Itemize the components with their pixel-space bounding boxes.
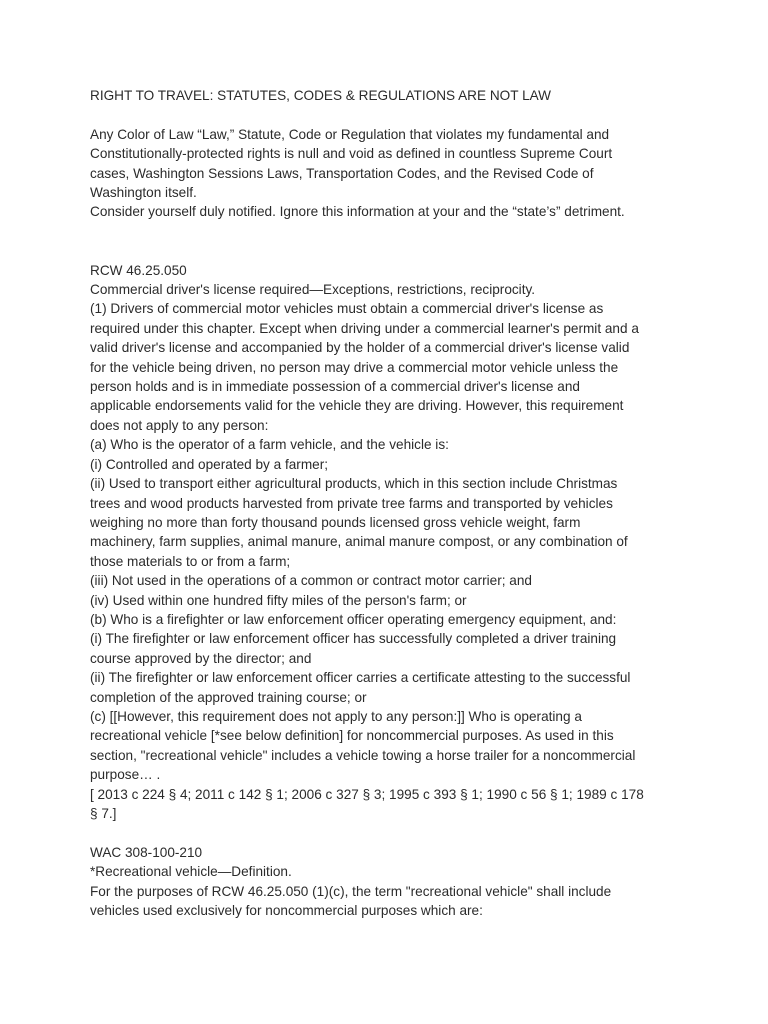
wac-code: WAC 308-100-210 [90,844,203,860]
rcw-line: course approved by the director; and [90,650,312,666]
rcw-line: valid driver's license and accompanied by the holder of a commercial driver's license valid [90,340,630,356]
rcw-code: RCW 46.25.050 [90,262,187,278]
rcw-line: (1) Drivers of commercial motor vehicles must obtain a commercial driver's license as [90,301,604,317]
spacer [90,222,690,261]
rcw-line: required under this chapter. Except when driving under a commercial learner's permit and a [90,320,639,336]
document-title: RIGHT TO TRAVEL: STATUTES, CODES & REGULATIONS ARE NOT LAW [90,88,552,103]
intro-line: Constitutionally-protected rights is null and void as defined in countless Supreme Court [90,146,613,162]
rcw-line: (i) The firefighter or law enforcement officer has successfully completed a driver training [90,631,617,647]
rcw-line: section, "recreational vehicle" includes a vehicle towing a horse trailer for a noncommercial [90,747,636,763]
spacer [90,105,690,124]
intro-line: Consider yourself duly notified. Ignore this information at your and the “state’s” detriment. [90,204,625,220]
rcw-line: (b) Who is a firefighter or law enforcement officer operating emergency equipment, and: [90,611,617,627]
rcw-citation-line: [ 2013 c 224 § 4; 2011 c 142 § 1; 2006 c 327 § 3; 1995 c 393 § 1; 1990 c 56 § 1; 1989 c 178 [90,786,644,802]
wac-heading: *Recreational vehicle—Definition. [90,864,292,880]
rcw-line: does not apply to any person: [90,417,269,433]
rcw-line: (iii) Not used in the operations of a common or contract motor carrier; and [90,573,532,589]
rcw-line: (ii) The firefighter or law enforcement officer carries a certificate attesting to the successful [90,670,631,686]
intro-line: Any Color of Law “Law,” Statute, Code or Regulation that violates my fundamental and [90,126,610,142]
rcw-line: completion of the approved training course; or [90,689,367,705]
wac-section [90,843,690,921]
rcw-line: recreational vehicle [*see below definition] for noncommercial purposes. As used in this [90,728,614,744]
spacer [90,823,690,842]
rcw-line: (iv) Used within one hundred fifty miles of the person's farm; or [90,592,467,608]
rcw-line: purpose… . [90,767,161,783]
rcw-citation-line: § 7.] [90,806,117,821]
rcw-section [90,261,690,824]
rcw-line: applicable endorsements valid for the vehicle they are driving. However, this requirement [90,398,624,414]
rcw-line: for the vehicle being driven, no person may drive a commercial motor vehicle unless the [90,359,619,375]
rcw-line: (c) [[However, this requirement does not apply to any person:]] Who is operating a [90,708,582,724]
rcw-line: (a) Who is the operator of a farm vehicle, and the vehicle is: [90,437,449,453]
intro-line: cases, Washington Sessions Laws, Transportation Codes, and the Revised Code of [90,165,594,181]
rcw-heading: Commercial driver's license required—Exceptions, restrictions, reciprocity. [90,282,536,298]
rcw-line: machinery, farm supplies, animal manure, animal manure compost, or any combination of [90,534,628,550]
intro-line: Washington itself. [90,185,197,201]
rcw-line: trees and wood products harvested from private tree farms and transported by vehicles [90,495,613,511]
rcw-line: (ii) Used to transport either agricultural products, which in this section include Christmas [90,476,618,492]
rcw-line: those materials to or from a farm; [90,553,291,569]
document-page [90,86,690,920]
intro-paragraph [90,125,690,222]
rcw-line: person holds and is in immediate possession of a commercial driver's license and [90,379,580,395]
rcw-line: (i) Controlled and operated by a farmer; [90,456,329,472]
rcw-line: weighing no more than forty thousand pounds licensed gross vehicle weight, farm [90,514,581,530]
wac-line: vehicles used exclusively for noncommercial purposes which are: [90,903,483,919]
wac-line: For the purposes of RCW 46.25.050 (1)(c), the term "recreational vehicle" shall include [90,883,612,899]
